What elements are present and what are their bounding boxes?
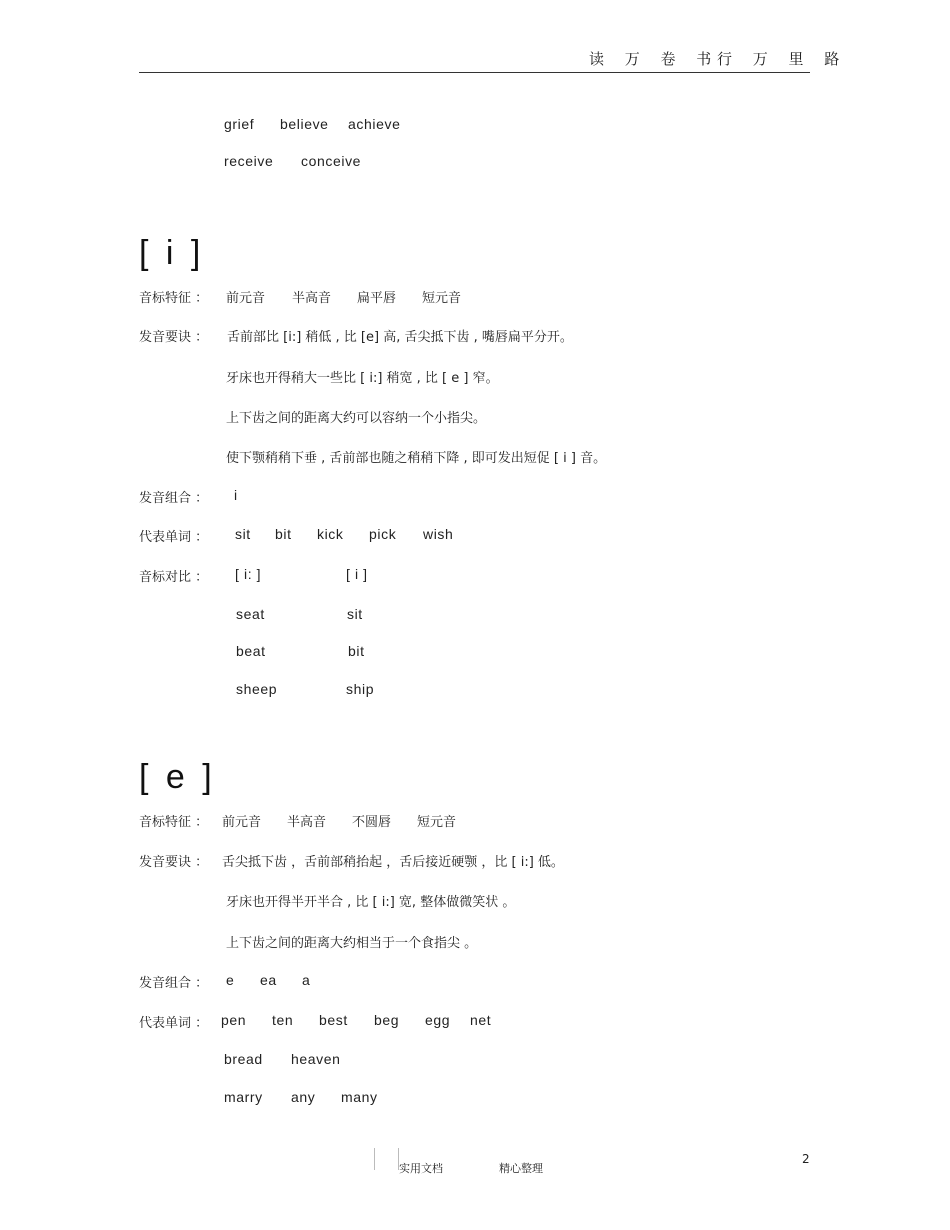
word: ten (272, 1012, 294, 1028)
word: pen (221, 1012, 247, 1028)
word: bread (224, 1051, 263, 1067)
word: kick (317, 526, 344, 542)
word: believe (280, 116, 329, 132)
compare-word: seat (236, 606, 265, 622)
feature: 不圆唇 (352, 815, 392, 830)
tip-line: 牙床也开得稍大一些比 [ i:] 稍宽 , 比 [ e ] 窄。 (226, 371, 499, 386)
features-label: 音标特征 ： (139, 815, 209, 830)
tip-line: 牙床也开得半开半合 , 比 [ i:] 宽, 整体做微笑状 。 (226, 895, 516, 910)
word: wish (423, 526, 454, 542)
compare-word: beat (236, 643, 266, 659)
header-right-motto: 行 万 里 路 (717, 50, 848, 68)
word: grief (224, 116, 255, 132)
words-label: 代表单词 ： (139, 1016, 209, 1031)
feature: 前元音 (222, 815, 262, 830)
feature: 扁平唇 (357, 291, 397, 306)
compare-header: [ i: ] (235, 566, 262, 582)
combo: ea (260, 972, 277, 988)
tips-label: 发音要诀 ： (139, 855, 209, 870)
word: best (319, 1012, 348, 1028)
word: heaven (291, 1051, 341, 1067)
feature: 短元音 (422, 291, 462, 306)
footer-right-text: 精心整理 (499, 1162, 543, 1175)
footer-left-text: 实用文档 (399, 1162, 443, 1175)
footer-divider (374, 1148, 375, 1170)
tip-line: 上下齿之间的距离大约可以容纳一个小指尖。 (226, 411, 487, 426)
feature: 前元音 (226, 291, 266, 306)
word: conceive (301, 153, 362, 169)
words-label: 代表单词 ： (139, 530, 209, 545)
compare-header: [ i ] (346, 566, 368, 582)
word: marry (224, 1089, 263, 1105)
tip-line: 使下颚稍稍下垂 , 舌前部也随之稍稍下降 , 即可发出短促 [ i ] 音。 (226, 451, 607, 466)
combo: e (226, 972, 235, 988)
features-label: 音标特征 ： (139, 291, 209, 306)
compare-label: 音标对比 ： (139, 570, 209, 585)
phonetic-symbol-heading: [ i ] (139, 234, 205, 272)
word: sit (235, 526, 251, 542)
word: many (341, 1089, 378, 1105)
combo-label: 发音组合 ： (139, 491, 209, 506)
feature: 短元音 (417, 815, 457, 830)
compare-word: sheep (236, 681, 278, 697)
tip-line: 舌尖抵下齿 ，舌前部稍抬起 ，舌后接近硬颚 ，比 [ i:] 低。 (222, 855, 564, 870)
tips-label: 发音要诀 ： (139, 330, 209, 345)
word: receive (224, 153, 274, 169)
feature: 半高音 (292, 291, 332, 306)
compare-word: ship (346, 681, 375, 697)
phonetic-symbol-heading: [ e ] (139, 758, 216, 796)
word: net (470, 1012, 492, 1028)
word: pick (369, 526, 397, 542)
header-rule (139, 72, 810, 73)
page-number: 2 (802, 1152, 810, 1166)
word: achieve (348, 116, 401, 132)
compare-word: bit (348, 643, 365, 659)
combo: i (234, 487, 238, 503)
word: any (291, 1089, 316, 1105)
feature: 半高音 (287, 815, 327, 830)
tip-line: 上下齿之间的距离大约相当于一个食指尖 。 (226, 936, 478, 951)
tip-line: 舌前部比 [i:] 稍低 , 比 [e] 高, 舌尖抵下齿 , 嘴唇扁平分开。 (227, 330, 573, 345)
word: egg (425, 1012, 451, 1028)
header-left-motto: 读 万 卷 书 (589, 50, 720, 68)
combo-label: 发音组合 ： (139, 976, 209, 991)
word: bit (275, 526, 292, 542)
compare-word: sit (347, 606, 363, 622)
combo: a (302, 972, 311, 988)
word: beg (374, 1012, 400, 1028)
